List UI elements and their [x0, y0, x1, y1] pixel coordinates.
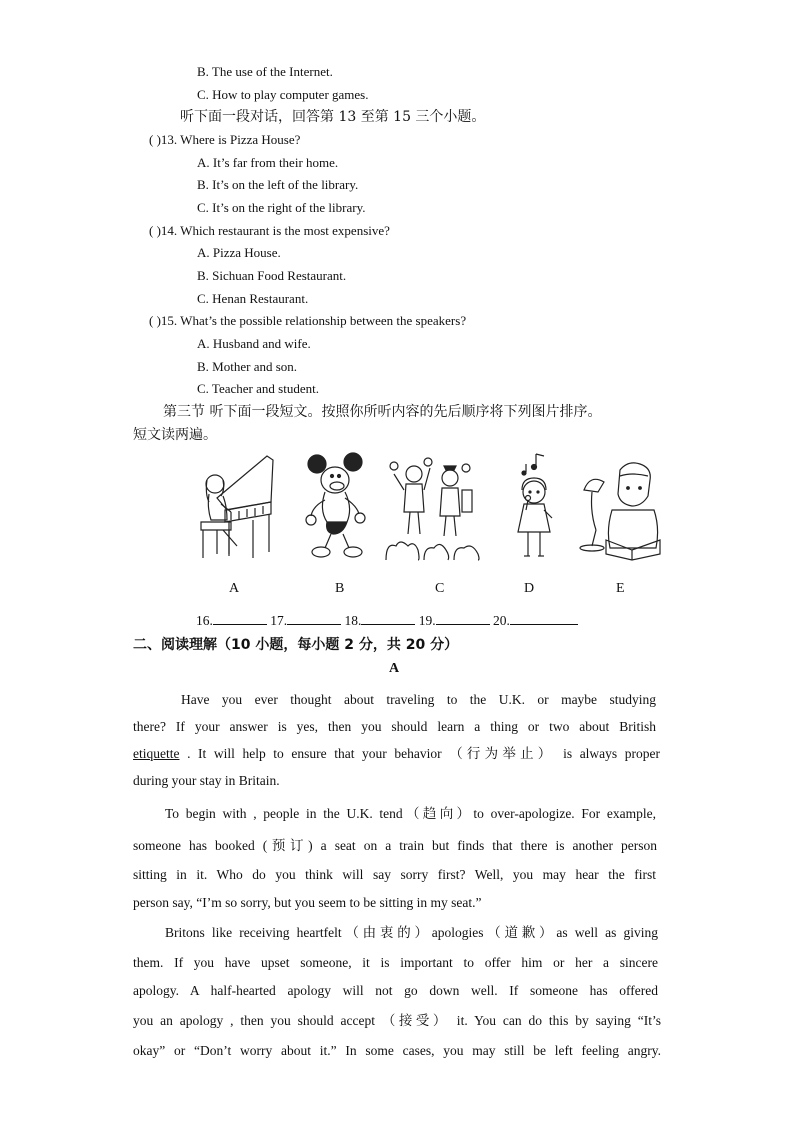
passage-p3-line1: Britons like receiving heartfelt（由衷的）apologies（道歉）as well as giving [165, 925, 658, 940]
question-14-option-a: A. Pizza House. [197, 245, 281, 260]
blank-18[interactable] [361, 612, 415, 625]
passage-p3-line3: apology. A half-hearted apology will not go down well. If someone has offered [133, 983, 658, 998]
question-15-option-b: B. Mother and son. [197, 359, 298, 374]
passage-p3-line4: you an apology , then you should accept （接受） it. You can do this by saying “It’s [133, 1013, 661, 1028]
blank-17-label: 17. [270, 613, 288, 628]
etiquette-word: etiquette [133, 746, 180, 761]
question-13-stem: ( )13. Where is Pizza House? [149, 132, 301, 147]
passage-p1-line2: there? If your answer is yes, then you should learn a thing or two about British [133, 719, 656, 734]
blank-20[interactable] [510, 612, 578, 625]
question-15-option-c: C. Teacher and student. [197, 381, 319, 396]
picture-label-d: D [524, 581, 535, 596]
blank-20-label: 20. [493, 613, 510, 628]
question-15-option-a: A. Husband and wife. [197, 336, 311, 351]
girl-playing-piano-icon [197, 450, 277, 562]
picture-label-c: C [435, 581, 445, 596]
question-15-stem: ( )15. What’s the possible relationship between the speakers? [149, 313, 467, 328]
passage-p2-line3: sitting in it. Who do you think will say sorry first? Well, you may hear the first [133, 867, 656, 882]
blank-17[interactable] [287, 612, 341, 625]
blank-19-label: 19. [418, 613, 436, 628]
section3-instruction-line1: 第三节 听下面一段短文。按照你所听内容的先后顺序将下列图片排序。 [163, 404, 602, 420]
passage-p2-line2: someone has booked (预订) a seat on a train but finds that there is another person [133, 838, 657, 853]
question-14-stem: ( )14. Which restaurant is the most expensive? [149, 223, 390, 238]
blank-16[interactable] [213, 612, 267, 625]
passage-p3-line5: okay” or “Don’t worry about it.” In some cases, you may still be left feeling angry. [133, 1043, 661, 1058]
passage-p2-line1: To begin with , people in the U.K. tend（趋向）to over-apologize. For example, [165, 806, 656, 821]
passage-p1-line1: Have you ever thought about traveling to the U.K. or maybe studying [181, 692, 656, 707]
passage-p2-line4: person say, “I’m so sorry, but you seem to be sitting in my seat.” [133, 895, 482, 910]
question-13-option-b: B. It’s on the left of the library. [197, 177, 359, 192]
boy-reading-under-lamp-icon [576, 450, 662, 562]
blank-16-label: 16. [196, 613, 213, 628]
blank-18-label: 18. [344, 613, 362, 628]
passage-p1-line4: during your stay in Britain. [133, 773, 280, 788]
picture-label-a: A [229, 581, 240, 596]
girl-singing-icon [506, 450, 562, 562]
reading-section-title: 二、阅读理解（10 小题，每小题 2 分，共 20 分） [133, 637, 459, 653]
blank-19[interactable] [436, 612, 490, 625]
passage-p3-line2: them. If you have upset someone, it is important to offer him or her a sincere [133, 955, 658, 970]
dialogue-instruction: 听下面一段对话，回答第 13 至第 15 三个小题。 [180, 109, 486, 125]
picture-label-b: B [335, 581, 345, 596]
picture-label-e: E [616, 581, 625, 596]
passage-p1-line3-text: . It will help to ensure that your behavior （行为举止） is always proper [187, 746, 660, 761]
question-14-option-c: C. Henan Restaurant. [197, 291, 309, 306]
question-13-option-a: A. It’s far from their home. [197, 155, 339, 170]
passage-letter: A [389, 661, 400, 676]
question-14-option-b: B. Sichuan Food Restaurant. [197, 268, 347, 283]
section3-instruction-line2: 短文读两遍。 [133, 427, 217, 443]
magic-show-icon [384, 450, 482, 562]
passage-p1-line3 [133, 740, 660, 768]
q12-option-b: B. The use of the Internet. [197, 64, 333, 79]
question-13-option-c: C. It’s on the right of the library. [197, 200, 366, 215]
mickey-mouse-icon [303, 450, 373, 562]
q12-option-c: C. How to play computer games. [197, 87, 369, 102]
answer-blanks [196, 612, 578, 629]
